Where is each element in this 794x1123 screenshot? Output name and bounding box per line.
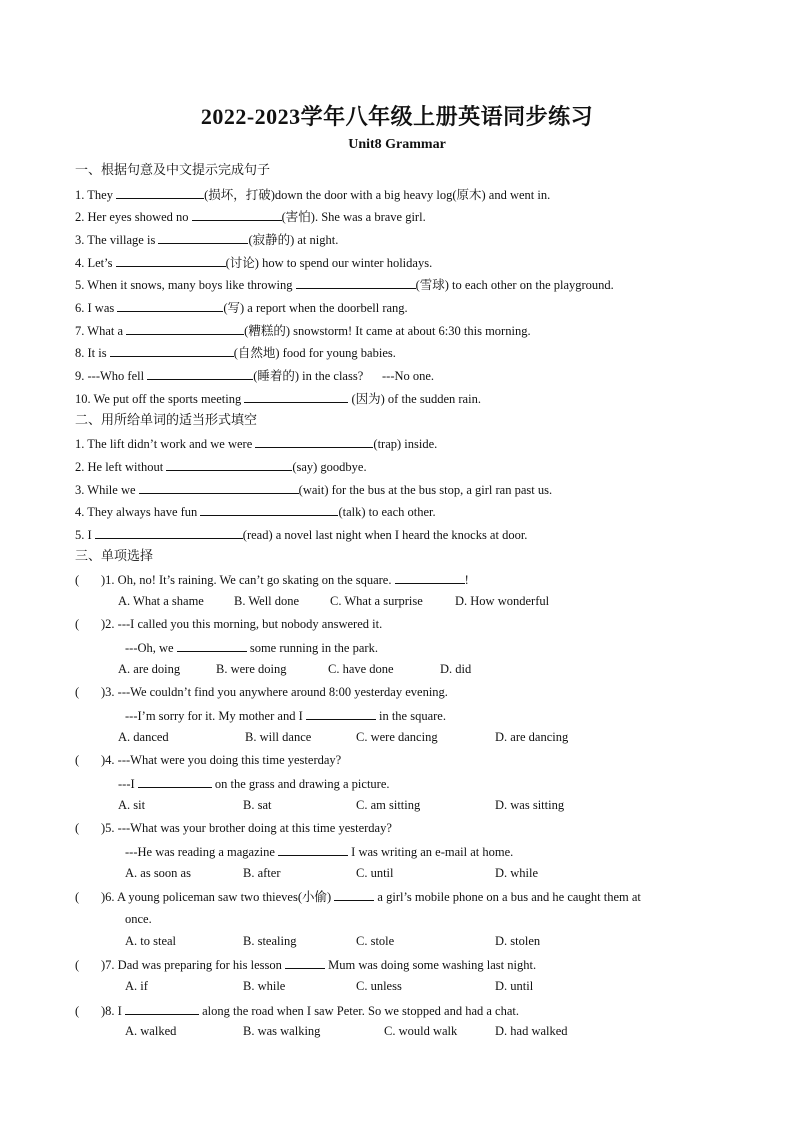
part1-item-8: 8. It is (自然地) food for young babies. [75, 346, 396, 360]
option-c[interactable]: C. unless [356, 979, 402, 993]
part2-item-5: 5. I (read) a novel last night when I heard the knocks at door. [75, 528, 528, 542]
option-c[interactable]: C. What a surprise [330, 594, 423, 608]
answer-blank[interactable] [116, 254, 226, 267]
answer-blank[interactable] [126, 322, 244, 335]
option-b[interactable]: B. after [243, 866, 281, 880]
part1-item-4: 4. Let’s (讨论) how to spend our winter holidays. [75, 256, 433, 270]
answer-blank[interactable] [306, 707, 376, 720]
answer-blank[interactable] [139, 481, 299, 494]
option-b[interactable]: B. was walking [243, 1024, 321, 1038]
option-c[interactable]: C. have done [328, 662, 394, 676]
answer-blank[interactable] [395, 571, 465, 584]
answer-paren[interactable]: ( [75, 821, 80, 835]
option-b[interactable]: B. Well done [234, 594, 300, 608]
section-heading-1: 一、根据句意及中文提示完成句子 [75, 162, 271, 177]
part1-item-1: 1. They (损坏，打破)down the door with a big heavy log(原木) and went in. [75, 188, 551, 202]
part1-item-7: 7. What a (糟糕的) snowstorm! It came at about 6:30 this morning. [75, 324, 531, 338]
section-heading-3: 三、单项选择 [75, 548, 154, 563]
answer-paren[interactable]: ( [75, 890, 80, 904]
answer-blank[interactable] [166, 458, 292, 471]
option-a[interactable]: A. sit [118, 798, 146, 812]
option-a[interactable]: A. What a shame [118, 594, 204, 608]
option-d[interactable]: D. was sitting [495, 798, 565, 812]
mc-question-5: ( )5. ---What was your brother doing at this time yesterday? [75, 821, 392, 835]
option-b[interactable]: B. sat [243, 798, 272, 812]
option-d[interactable]: D. had walked [495, 1024, 568, 1038]
part1-item-6: 6. I was (写) a report when the doorbell rang. [75, 301, 408, 315]
part1-item-2: 2. Her eyes showed no (害怕). She was a brave girl. [75, 210, 426, 224]
option-b[interactable]: B. while [243, 979, 286, 993]
mc-question-4: ( )4. ---What were you doing this time yesterday? [75, 753, 342, 767]
answer-blank[interactable] [296, 276, 416, 289]
answer-blank[interactable] [125, 1002, 199, 1015]
option-d[interactable]: D. are dancing [495, 730, 569, 744]
answer-blank[interactable] [116, 186, 204, 199]
page-subtitle: Unit8 Grammar [348, 137, 446, 152]
part1-item-5: 5. When it snows, many boys like throwing (雪球) to each other on the playground. [75, 278, 614, 292]
part2-item-2: 2. He left without (say) goodbye. [75, 460, 367, 474]
answer-blank[interactable] [285, 956, 325, 969]
answer-paren[interactable]: ( [75, 958, 80, 972]
option-b[interactable]: B. stealing [243, 934, 297, 948]
mc-question-5-line2: ---He was reading a magazine I was writing an e-mail at home. [125, 845, 514, 859]
answer-blank[interactable] [95, 526, 243, 539]
answer-blank[interactable] [244, 390, 348, 403]
mc-question-6-cont: once. [125, 912, 152, 926]
answer-blank[interactable] [110, 344, 234, 357]
answer-blank[interactable] [177, 639, 247, 652]
mc-question-1: ( )1. Oh, no! It’s raining. We can’t go skating on the square. ! [75, 573, 469, 587]
mc-question-3: ( )3. ---We couldn’t find you anywhere around 8:00 yesterday evening. [75, 685, 448, 699]
part1-item-10: 10. We put off the sports meeting (因为) of the sudden rain. [75, 392, 481, 406]
part2-item-3: 3. While we (wait) for the bus at the bus stop, a girl ran past us. [75, 483, 553, 497]
mc-question-4-line2: ---I on the grass and drawing a picture. [118, 777, 390, 791]
option-a[interactable]: A. as soon as [125, 866, 191, 880]
option-a[interactable]: A. to steal [125, 934, 177, 948]
answer-blank[interactable] [255, 435, 373, 448]
part1-item-9: 9. ---Who fell (睡着的) in the class? ---No one. [75, 369, 435, 383]
answer-blank[interactable] [158, 231, 248, 244]
option-c[interactable]: C. am sitting [356, 798, 421, 812]
option-a[interactable]: A. walked [125, 1024, 177, 1038]
answer-blank[interactable] [138, 775, 212, 788]
answer-blank[interactable] [192, 208, 282, 221]
option-d[interactable]: D. How wonderful [455, 594, 550, 608]
option-a[interactable]: A. are doing [118, 662, 181, 676]
answer-blank[interactable] [200, 503, 338, 516]
section-heading-2: 二、用所给单词的适当形式填空 [75, 412, 258, 427]
mc-question-2-line2: ---Oh, we some running in the park. [125, 641, 378, 655]
answer-paren[interactable]: ( [75, 617, 80, 631]
option-c[interactable]: C. stole [356, 934, 395, 948]
mc-question-8: ( )8. I along the road when I saw Peter. So we stopped and had a chat. [75, 1004, 520, 1018]
part1-item-3: 3. The village is (寂静的) at night. [75, 233, 339, 247]
option-d[interactable]: D. did [440, 662, 472, 676]
answer-blank[interactable] [147, 367, 253, 380]
part2-item-4: 4. They always have fun (talk) to each other. [75, 505, 436, 519]
option-d[interactable]: D. stolen [495, 934, 541, 948]
answer-paren[interactable]: ( [75, 1004, 80, 1018]
answer-paren[interactable]: ( [75, 573, 80, 587]
option-c[interactable]: C. until [356, 866, 394, 880]
option-c[interactable]: C. were dancing [356, 730, 438, 744]
answer-blank[interactable] [117, 299, 223, 312]
part2-item-1: 1. The lift didn’t work and we were (trap) inside. [75, 437, 438, 451]
answer-paren[interactable]: ( [75, 685, 80, 699]
mc-question-2: ( )2. ---I called you this morning, but nobody answered it. [75, 617, 383, 631]
answer-paren[interactable]: ( [75, 753, 80, 767]
option-b[interactable]: B. were doing [216, 662, 287, 676]
option-b[interactable]: B. will dance [245, 730, 312, 744]
mc-question-3-line2: ---I’m sorry for it. My mother and I in the square. [125, 709, 446, 723]
option-c[interactable]: C. would walk [384, 1024, 458, 1038]
page-title: 2022-2023学年八年级上册英语同步练习 [200, 104, 594, 129]
answer-blank[interactable] [278, 843, 348, 856]
mc-question-7: ( )7. Dad was preparing for his lesson Mum was doing some washing last night. [75, 958, 537, 972]
mc-question-6: ( )6. A young policeman saw two thieves(小偷) a girl’s mobile phone on a bus and he caught them at [75, 890, 641, 904]
option-a[interactable]: A. danced [118, 730, 169, 744]
option-a[interactable]: A. if [125, 979, 148, 993]
option-d[interactable]: D. while [495, 866, 539, 880]
answer-blank[interactable] [334, 888, 374, 901]
option-d[interactable]: D. until [495, 979, 534, 993]
